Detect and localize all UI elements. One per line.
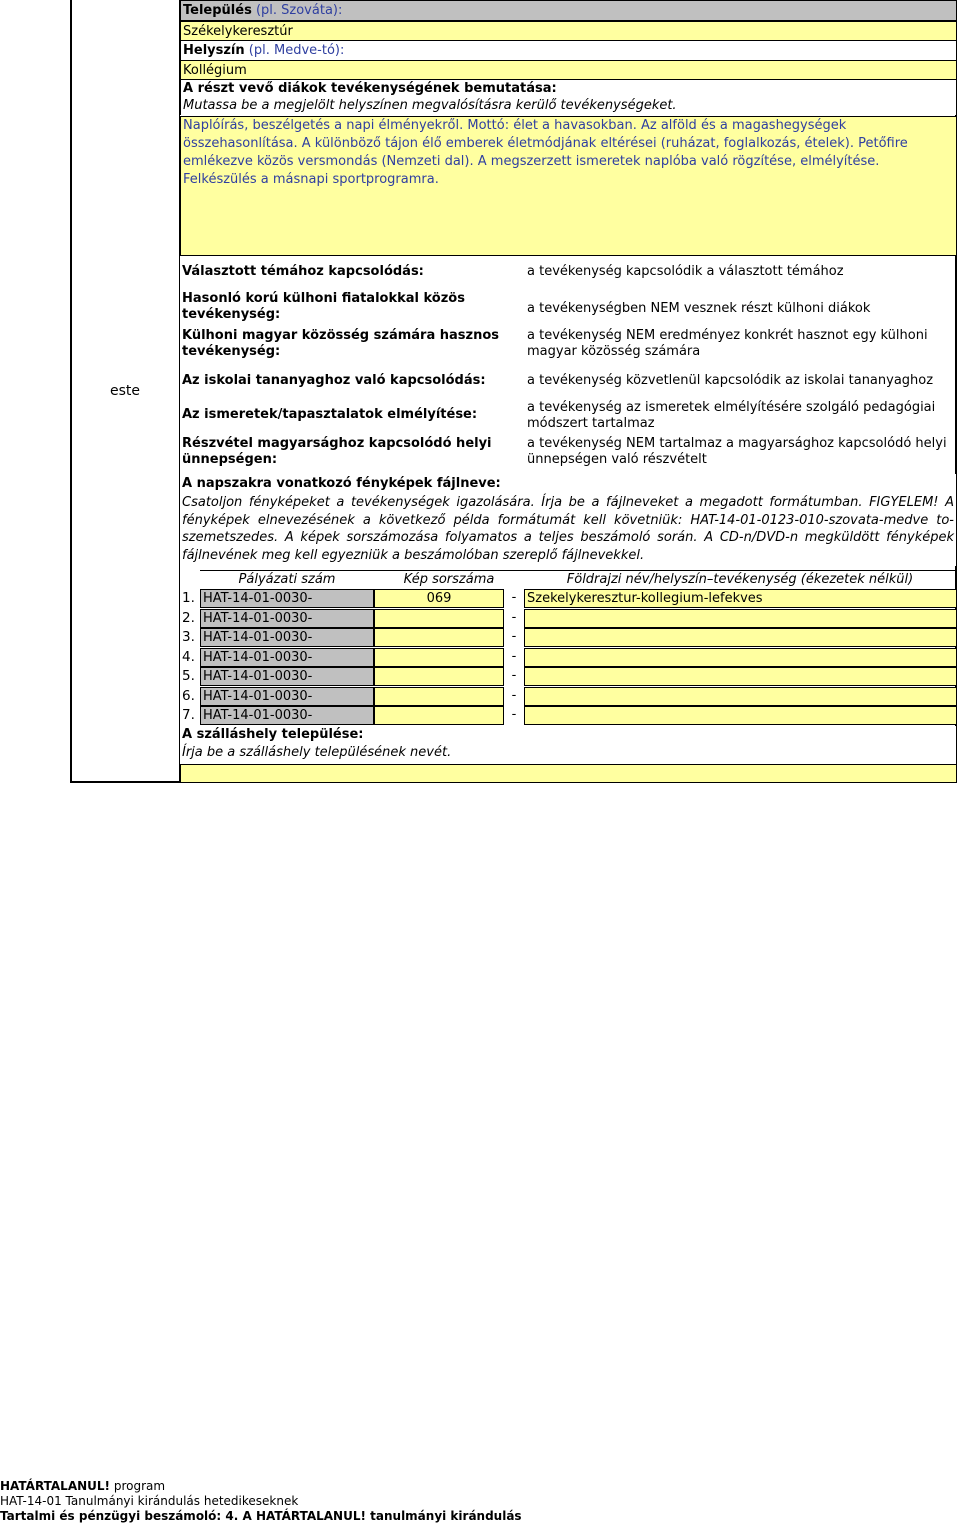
criteria-value-3: a tevékenység NEM eredményez konkrét hasznot egy külhoni magyar közösség számára (527, 328, 928, 359)
row-location-field[interactable] (524, 706, 957, 725)
photos-title-row (180, 474, 957, 494)
footer-line-2: HAT-14-01 Tanulmányi kirándulás hetedikeseknek (0, 1494, 299, 1508)
row-code: HAT-14-01-0030- (200, 648, 374, 667)
helyszin-hint: (pl. Medve-tó): (248, 43, 345, 58)
criteria-label-2: Hasonló korú külhoni fiatalokkal közös tevékenység: (182, 291, 465, 322)
criteria-block (180, 256, 957, 474)
activity-title: A részt vevő diákok tevékenységének bemutatása: (183, 81, 557, 96)
row-number: 7. (182, 707, 195, 723)
row-location-field[interactable] (524, 667, 957, 686)
accommodation-field[interactable] (180, 764, 957, 783)
row-code: HAT-14-01-0030- (200, 628, 374, 647)
accommodation-title: A szálláshely települése: (182, 727, 364, 742)
row-dash: - (511, 590, 517, 605)
time-of-day-label: este (109, 383, 140, 399)
telepules-hint: (pl. Szováta): (255, 3, 343, 18)
row-seq-field[interactable] (374, 609, 504, 628)
row-seq-field[interactable] (374, 667, 504, 686)
row-seq-field[interactable] (374, 706, 504, 725)
photos-title: A napszakra vonatkozó fényképek fájlneve: (182, 476, 501, 491)
row-location-field[interactable] (524, 609, 957, 628)
row-number: 5. (182, 668, 195, 684)
helyszin-label: Helyszín (183, 43, 245, 58)
row-dash: - (511, 629, 517, 644)
telepules-field[interactable] (180, 21, 957, 41)
criteria-value-5: a tevékenység az ismeretek elmélyítésére szolgáló pedagógiai módszert tartalmaz (527, 400, 936, 431)
row-code: HAT-14-01-0030- (200, 589, 374, 608)
criteria-value-4: a tevékenység közvetlenül kapcsolódik az iskolai tananyaghoz (527, 373, 934, 388)
row-seq-field[interactable] (374, 648, 504, 667)
activity-header (180, 80, 957, 115)
row-dash: - (511, 609, 517, 625)
helyszin-label-row (180, 41, 957, 60)
activity-text: Naplóírás, beszélgetés a napi élményekről. Mottó: élet a havasokban. Az alföld és a magashegységek összehasonlítása. A különböző tájon élő emberek életmódjának eltérései (ruházat, foglalkozás, ételek). Petőfire emlékezve közös versmondás (Nemzeti dal). A megszerzett ismeretek naplóba való rögzítése, elmélyítése. Felkészülés a másnapi sportprogramra. (183, 118, 908, 187)
row-location-field[interactable] (524, 687, 957, 706)
criteria-value-2: a tevékenységben NEM vesznek részt külhoni diákok (527, 301, 871, 316)
activity-hint: Mutassa be a megjelölt helyszínen megvalósításra kerülő tevékenységeket. (183, 98, 677, 113)
row-number: 6. (182, 687, 195, 704)
row-seq-field[interactable] (374, 687, 504, 706)
photos-instructions (180, 494, 957, 566)
row-number: 3. (182, 629, 195, 645)
helyszin-field[interactable] (180, 60, 957, 80)
row-dash: - (511, 648, 517, 664)
footer-line-1 (0, 1479, 165, 1494)
photos-table (180, 570, 957, 728)
column-header-palyazati: Pályázati szám (200, 570, 374, 589)
accommodation-hint: Írja be a szálláshely településének nevét. (182, 745, 452, 760)
accommodation-header (180, 726, 957, 764)
footer-program-name: HATÁRTALANUL! (0, 1479, 111, 1493)
row-dash: - (511, 668, 517, 683)
criteria-label-5: Az ismeretek/tapasztalatok elmélyítése: (182, 407, 478, 422)
footer-line-3: Tartalmi és pénzügyi beszámoló: 4. A HATÁRTALANUL! tanulmányi kirándulás (0, 1509, 522, 1523)
row-number: 4. (182, 648, 195, 665)
column-header-kep: Kép sorszáma (374, 570, 524, 589)
row-code: HAT-14-01-0030- (200, 667, 374, 686)
row-seq-field[interactable] (374, 628, 504, 647)
row-dash: - (511, 707, 517, 722)
row-location-field[interactable] (524, 628, 957, 647)
row-code: HAT-14-01-0030- (200, 609, 374, 628)
telepules-value: Székelykeresztúr (183, 24, 293, 39)
row-number: 1. (182, 590, 195, 606)
row-seq-field[interactable]: 069 (374, 589, 504, 608)
criteria-label-4: Az iskolai tananyaghoz való kapcsolódás: (182, 373, 486, 388)
row-number: 2. (182, 609, 195, 626)
column-header-foldrajzi: Földrajzi név/helyszín–tevékenység (ékezetek nélkül) (524, 570, 956, 589)
criteria-label-3: Külhoni magyar közösség számára hasznos tevékenység: (182, 328, 499, 359)
row-location-field[interactable]: Szekelykeresztur-kollegium-lefekves (524, 589, 957, 608)
activity-description-field[interactable] (180, 116, 957, 256)
telepules-label-row (180, 0, 957, 21)
helyszin-value: Kollégium (183, 63, 247, 78)
criteria-label-1: Választott témához kapcsolódás: (182, 264, 424, 279)
row-code: HAT-14-01-0030- (200, 687, 374, 706)
criteria-value-6: a tevékenység NEM tartalmaz a magyarsághoz kapcsolódó helyi ünnepségen való részvételt (527, 436, 947, 467)
footer-program-suffix: program (110, 1479, 166, 1493)
row-dash: - (511, 687, 517, 703)
criteria-label-6: Részvétel magyarsághoz kapcsolódó helyi ünnepségen: (182, 436, 492, 467)
row-location-field[interactable] (524, 648, 957, 667)
photos-instructions-text: Csatoljon fényképeket a tevékenységek igazolására. Írja be a fájlneveket a megadott formátumban. FIGYELEM! A fényképek elnevezésének a következő példa formátumát kell követniük: HAT-14-01-0123-010-szovata-medve to-szemetszedes. A képek sorszámozása folyamatos a teljes beszámoló során. A CD-n/DVD-n megküldött fényképek fájlnevének meg kell egyezniük a beszámolóban szereplő fájlnevekkel. (182, 495, 954, 563)
row-code: HAT-14-01-0030- (200, 706, 374, 725)
telepules-label: Település (183, 3, 252, 18)
criteria-value-1: a tevékenység kapcsolódik a választott témához (527, 264, 844, 279)
